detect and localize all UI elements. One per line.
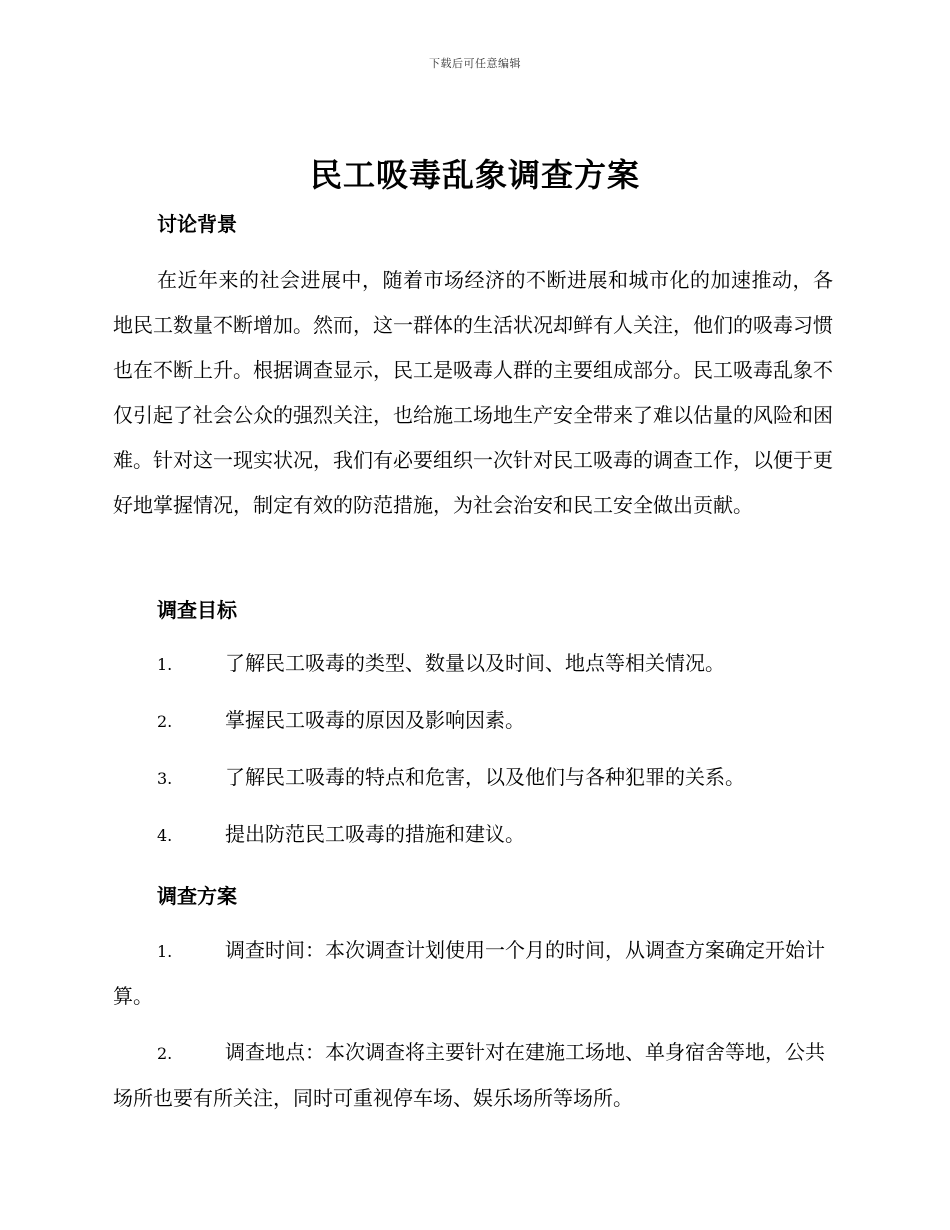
list-number: 1. — [157, 655, 173, 674]
list-text: 了解民工吸毒的特点和危害，以及他们与各种犯罪的关系。 — [225, 765, 745, 789]
list-number: 2. — [157, 1044, 173, 1063]
goal-item — [113, 755, 833, 801]
goal-item — [113, 698, 833, 744]
section-heading-background: 讨论背景 — [157, 212, 237, 236]
list-number: 2. — [157, 712, 173, 731]
goal-item — [113, 812, 833, 858]
list-text: 掌握民工吸毒的原因及影响因素。 — [225, 708, 525, 732]
background-paragraph: 在近年来的社会进展中，随着市场经济的不断进展和城市化的加速推动，各地民工数量不断增加。然而，这一群体的生活状况却鲜有人关注，他们的吸毒习惯也在不断上升。根据调查显示，民工是吸毒人群的主要组成部分。民工吸毒乱象不仅引起了社会公众的强烈关注，也给施工场地生产安全带来了难以估量的风险和困难。针对这一现实状况，我们有必要组织一次针对民工吸毒的调查工作，以便于更好地掌握情况，制定有效的防范措施，为社会治安和民工安全做出贡献。 — [113, 268, 833, 517]
goal-item — [113, 641, 833, 687]
section-heading-plan: 调查方案 — [157, 884, 237, 908]
section-heading-goals: 调查目标 — [157, 598, 237, 622]
header-note: 下载后可任意编辑 — [429, 57, 521, 70]
list-text: 了解民工吸毒的类型、数量以及时间、地点等相关情况。 — [225, 651, 725, 675]
list-text: 调查时间：本次调查计划使用一个月的时间，从调查方案确定开始计算。 — [113, 938, 825, 1008]
list-number: 1. — [157, 942, 173, 961]
list-number: 3. — [157, 769, 173, 788]
plan-item — [113, 928, 833, 1019]
list-text: 提出防范民工吸毒的措施和建议。 — [225, 822, 525, 846]
list-text: 调查地点：本次调查将主要针对在建施工场地、单身宿舍等地，公共场所也要有所关注，同时可重视停车场、娱乐场所等场所。 — [113, 1040, 825, 1110]
plan-item — [113, 1030, 833, 1121]
document-title: 民工吸毒乱象调查方案 — [309, 156, 640, 194]
list-number: 4. — [157, 826, 173, 845]
